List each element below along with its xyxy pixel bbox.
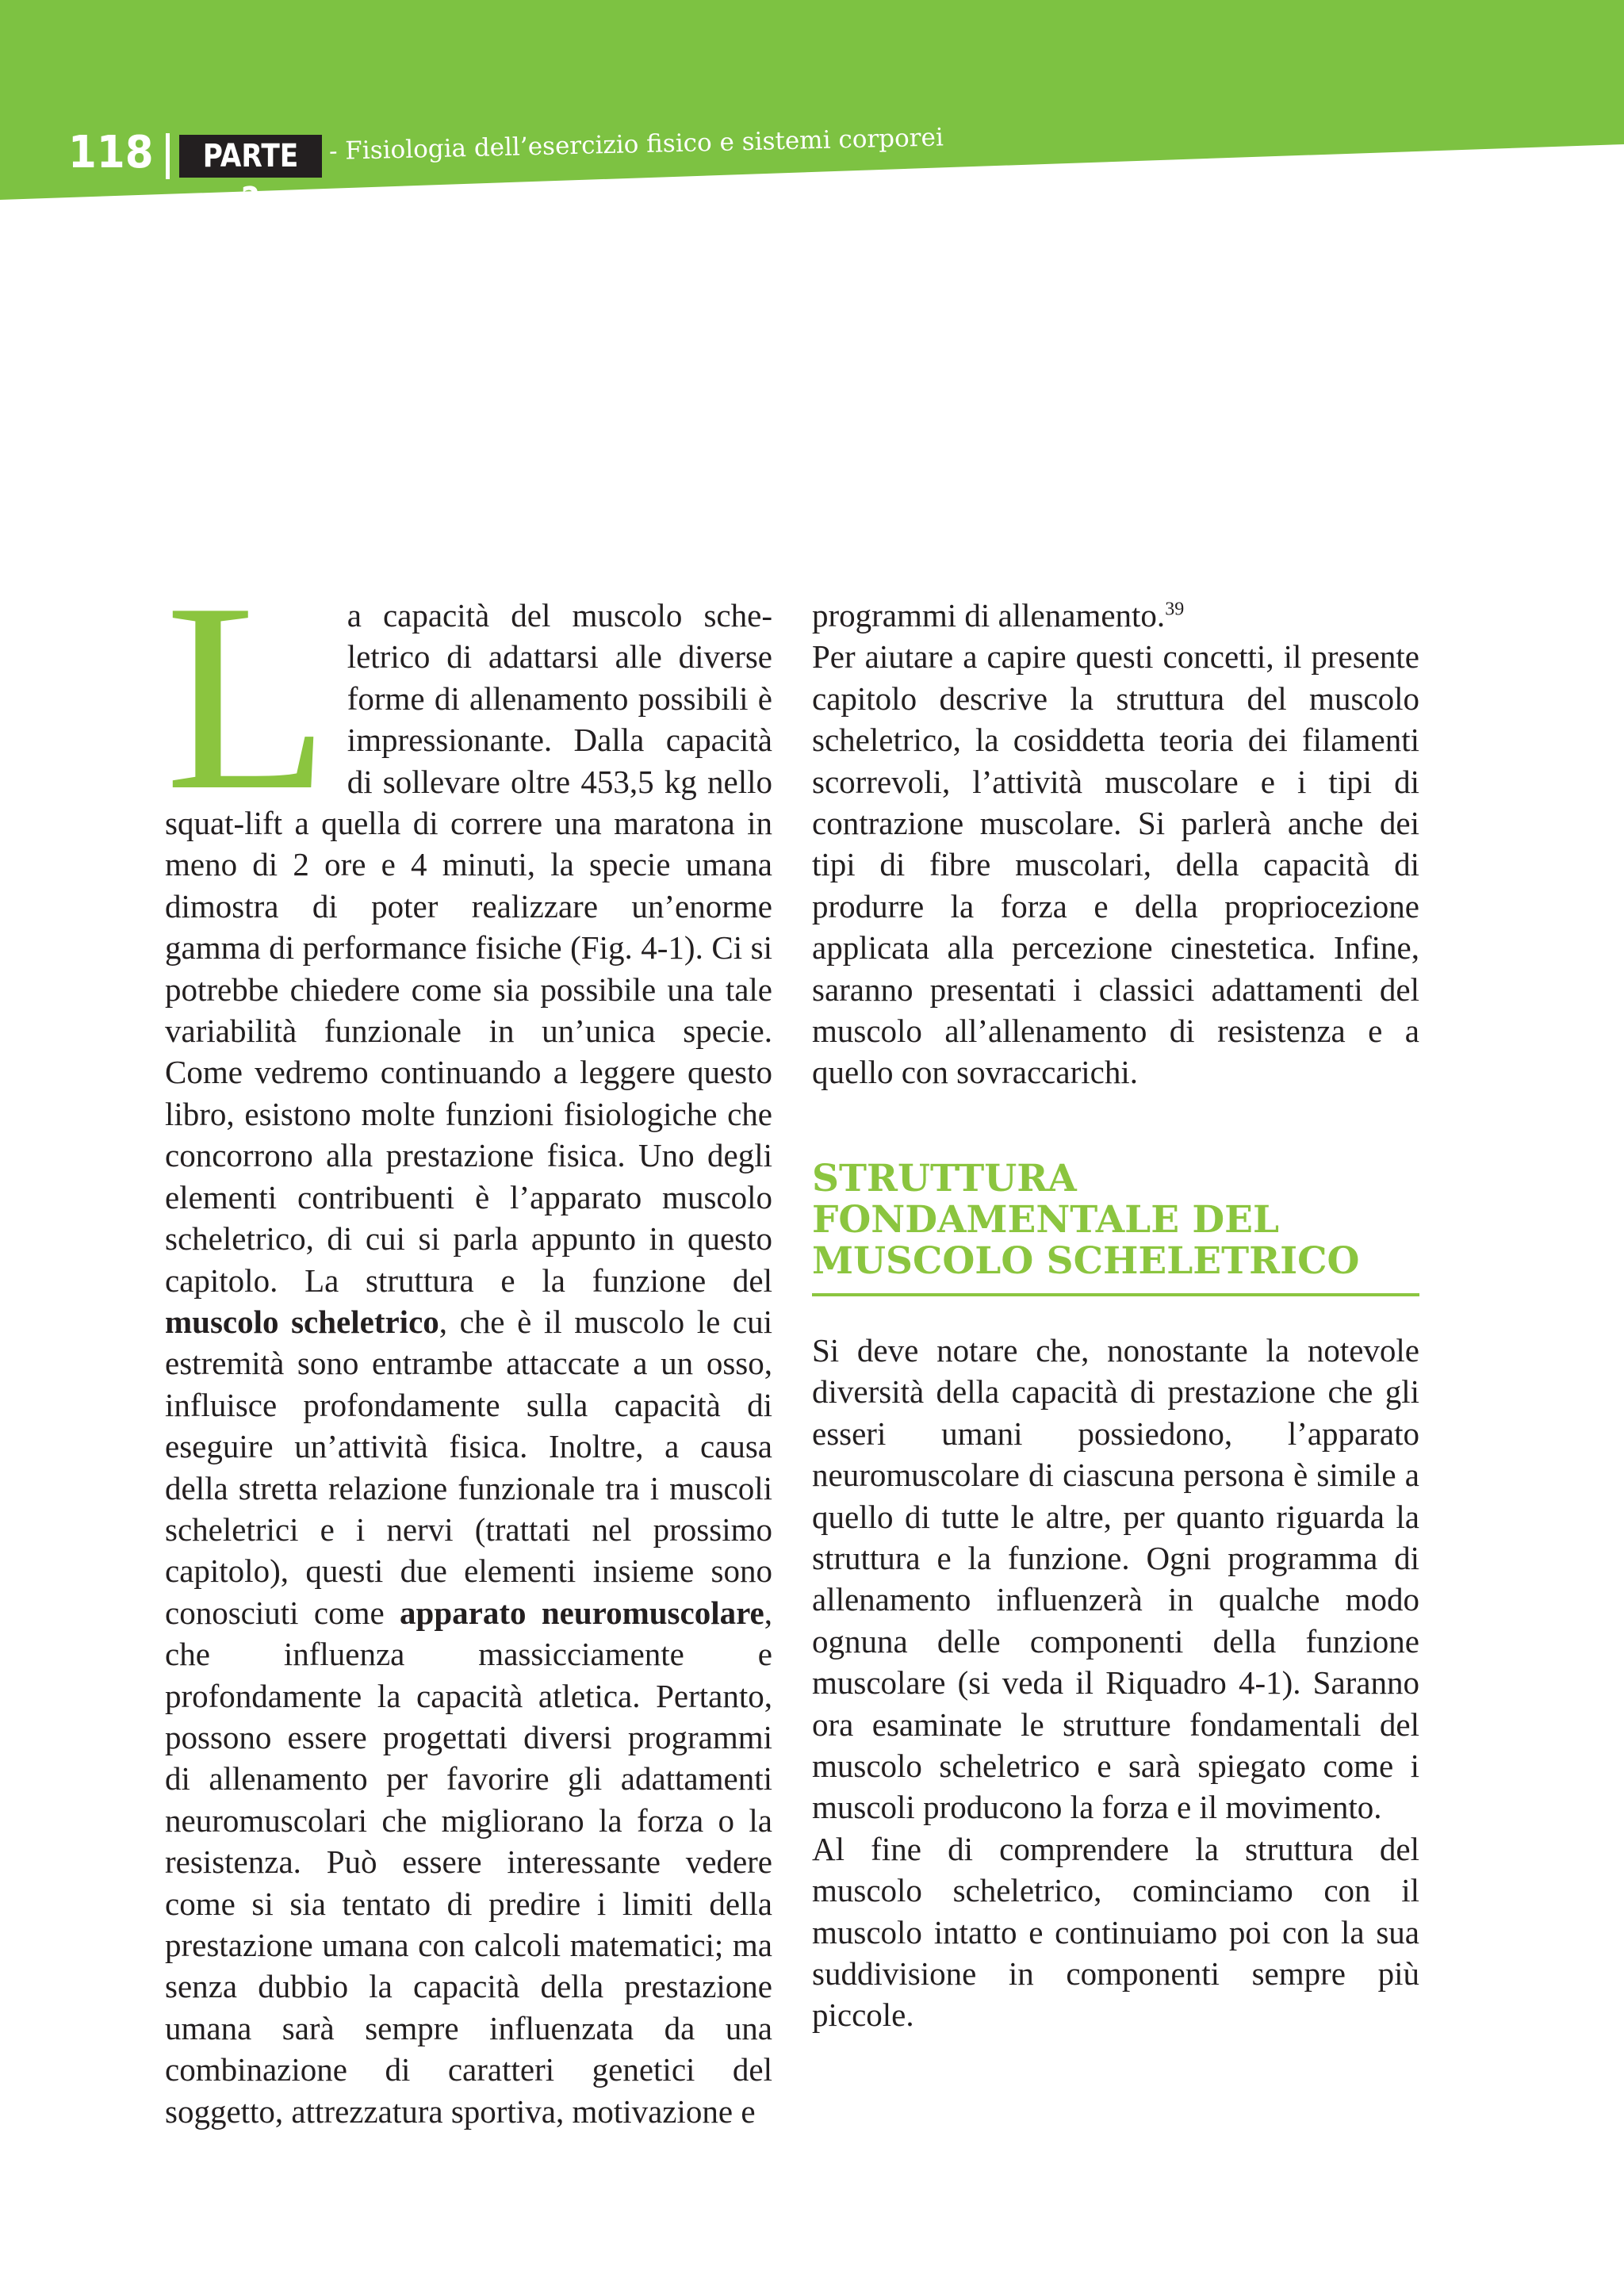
part-badge	[179, 135, 322, 217]
chapter-overview-paragraph: Per aiutare a capire questi concetti, il presente capitolo descrive la struttura del muscolo scheletrico, la cosiddetta teoria dei filamenti scorrevoli, l’attività muscolare e i tipi di contrazione muscolare. Si parlerà anche dei tipi di fibre muscolari, della capacità di produrre la forza e della propriocezione applicata alla percezione cinestetica. Infine, saranno presentati i classici adattamenti del muscolo all’allenamento di resistenza e a quello con sovraccarichi.	[812, 638, 1419, 1091]
intro-text-middle: , che è il muscolo le cui estremità sono entrambe attaccate a un osso, influisce profondamente sulla capacità di eseguire un’attività fisica. Inoltre, a causa della stretta relazione funzionale tra i muscoli scheletrici e i nervi (trattati nel prossimo capitolo), questi due elementi insieme sono conosciuti come	[165, 1303, 772, 1631]
header-divider	[166, 133, 170, 179]
section-heading-line: MUSCOLO SCHELETRICO	[812, 1238, 1360, 1283]
running-title: - Fisiologia dell’esercizio fisico e sistemi corporei	[328, 123, 944, 166]
page-number: 118	[68, 127, 154, 178]
term-apparato-neuromuscolare: apparato neuromuscolare	[400, 1594, 764, 1631]
intro-text-continued: programmi di allenamento.	[812, 597, 1166, 634]
footnote-marker: 39	[1165, 599, 1185, 620]
part-badge-label: PARTE 2	[202, 138, 299, 217]
section-heading-line: FONDAMENTALE DEL	[812, 1197, 1280, 1242]
intro-paragraph-continued	[812, 595, 1419, 636]
intro-text-lead: a capacità del muscolo scheletrico di adattarsi alle diverse forme di allenamento possibili è impressionante. Dalla capacità di sollevare oltre 453,5 kg nello squat-lift a quella di correre una maratona in meno di 2 ore e 4 minuti, la specie umana dimostra di poter realizzare un’enorme gamma di performance fisiche (Fig. 4-1). Ci si potrebbe chiedere come sia possibile una tale variabilità funzionale in un’unica specie. Come vedremo continuando a leggere questo libro, esistono molte funzioni fisiologiche che concorrono alla prestazione fisica. Uno degli elementi contribuenti è l’apparato muscolo scheletrico, di cui si parla appunto in questo capitolo. La struttura e la funzione del	[165, 597, 772, 1299]
intro-paragraph	[165, 547, 773, 2132]
section-paragraph: Si deve notare che, nonostante la notevole diversità della capacità di prestazione che gli esseri umani possiedono, l’apparato neuromuscolare di ciascuna persona è simile a quello di tutte le altre, per quanto riguarda la struttura e la funzione. Ogni programma di allenamento influenzerà in qualche modo ognuna delle componenti della funzione muscolare (si veda il Riquadro 4-1). Saranno ora esaminate le strutture fondamentali del muscolo scheletrico e sarà spiegato come i muscoli producono la forza e il movimento.	[812, 1331, 1419, 1826]
drop-cap: L	[165, 547, 330, 846]
text-column-right	[812, 595, 1419, 2036]
section-paragraph: Al fine di comprendere la struttura del muscolo scheletrico, cominciamo con il muscolo intatto e continuiamo poi con la sua suddivisione in componenti sempre più piccole.	[812, 1830, 1419, 2034]
term-muscolo-scheletrico: muscolo scheletrico	[165, 1303, 439, 1340]
intro-text-tail: , che influenza massicciamente e profondamente la capacità atletica. Pertanto, possono essere progettati diversi programmi di allenamento per favorire gli adattamenti neuromuscolari che migliorano la forza o la resistenza. Può essere interessante vedere come si sia tentato di predire i limiti della prestazione umana con calcoli matematici; ma senza dubbio la capacità della prestazione umana sarà sempre influenzata da una combinazione di caratteri genetici del soggetto, attrezzatura sportiva, motivazione e	[165, 1594, 773, 2130]
section-heading	[812, 1158, 1419, 1296]
section-heading-line: STRUTTURA	[812, 1156, 1077, 1200]
section-body	[812, 1330, 1419, 2036]
text-column-left	[165, 547, 773, 2132]
